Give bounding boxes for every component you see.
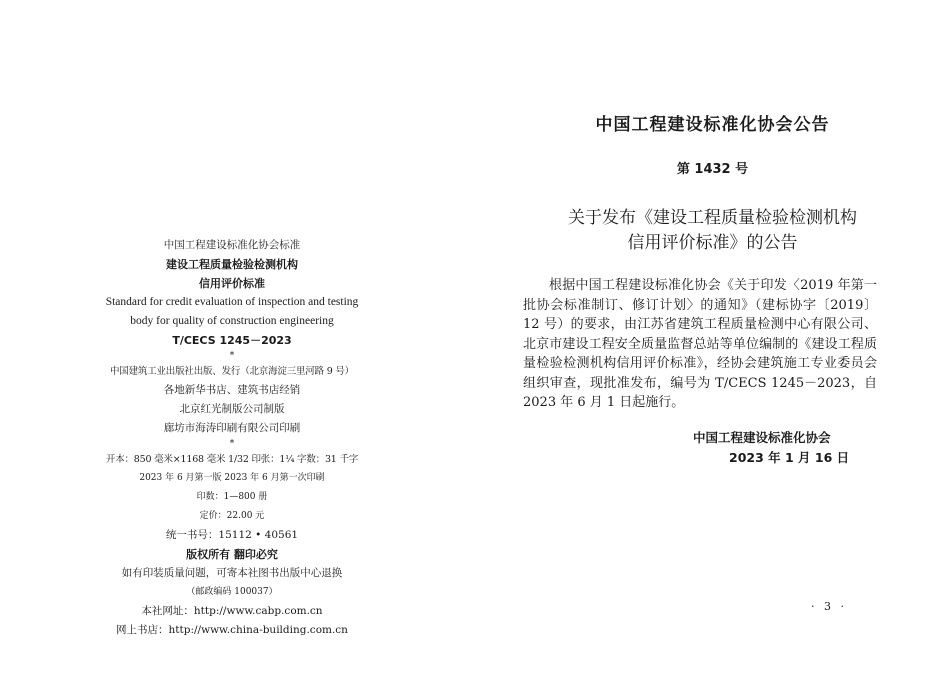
returns-line: 如有印装质量问题，可寄本社图书出版中心退换 xyxy=(121,567,343,579)
edition-line: 2023 年 6 月第一版 2023 年 6 月第一次印刷 xyxy=(139,473,325,483)
announcement-body: 根据中国工程建设标准化协会《关于印发〈2019 年第一批协会标准制订、修订计划〉的通知》（建标协字〔2019〕12 号）的要求，由江苏省建筑工程质量检测中心有限公司、北京市建设工程安全质量监督总站等单位编制的《建设工程质量检验检测机构信用评价标准》，经协会建筑施工专业委员会组织审查，现批准发布，编号为 T/CECS 1245－2023，自 2023 年 6 月 1 日起施行。 xyxy=(523,278,877,410)
announcement-number: 第 1432 号 xyxy=(676,162,749,177)
separator-star: * xyxy=(229,439,235,449)
publisher-line: 中国建筑工业出版社出版、发行（北京海淀三里河路 9 号） xyxy=(110,366,354,377)
book-number-line: 统一书号：15112 • 40561 xyxy=(165,529,299,541)
separator-star: * xyxy=(229,351,235,361)
website-line: 本社网址：http://www.cabp.com.cn xyxy=(141,605,323,617)
announcement-title: 中国工程建设标准化协会公告 xyxy=(595,115,830,135)
issuer-signature: 中国工程建设标准化协会 xyxy=(693,430,831,445)
price-line: 定价：22.00 元 xyxy=(199,511,265,521)
typesetter-line: 北京红光制版公司制版 xyxy=(179,403,285,415)
english-title-line1: Standard for credit evaluation of inspection and testing xyxy=(105,296,359,308)
colophon-block xyxy=(40,236,424,640)
subject-line1: 关于发布《建设工程质量检验检测机构 xyxy=(568,208,857,228)
subject-line2: 信用评价标准》的公告 xyxy=(627,233,798,253)
format-line: 开本：850 毫米×1168 毫米 1/32 印张：1¼ 字数：31 千字 xyxy=(105,454,359,465)
standard-title-line1: 建设工程质量检验检测机构 xyxy=(166,258,298,271)
distributor-line: 各地新华书店、建筑书店经销 xyxy=(163,384,301,396)
copyright-line: 版权所有 翻印必究 xyxy=(186,548,278,561)
english-title-line2: body for quality of construction engineering xyxy=(130,315,334,327)
page-number: · 3 · xyxy=(811,600,847,613)
printer-line: 廊坊市海涛印刷有限公司印刷 xyxy=(163,422,301,434)
standard-code: T/CECS 1245－2023 xyxy=(172,334,292,347)
bookstore-line: 网上书店：http://www.china-building.com.cn xyxy=(116,624,348,636)
postcode-line: （邮政编码 100037） xyxy=(186,587,278,597)
standard-title-line2: 信用评价标准 xyxy=(199,277,265,290)
announcement-subject xyxy=(505,206,920,256)
announcement-page xyxy=(475,0,950,673)
issue-date: 2023 年 1 月 16 日 xyxy=(729,450,850,465)
print-run-line: 印数：1—800 册 xyxy=(196,492,268,502)
standard-series: 中国工程建设标准化协会标准 xyxy=(163,239,301,251)
